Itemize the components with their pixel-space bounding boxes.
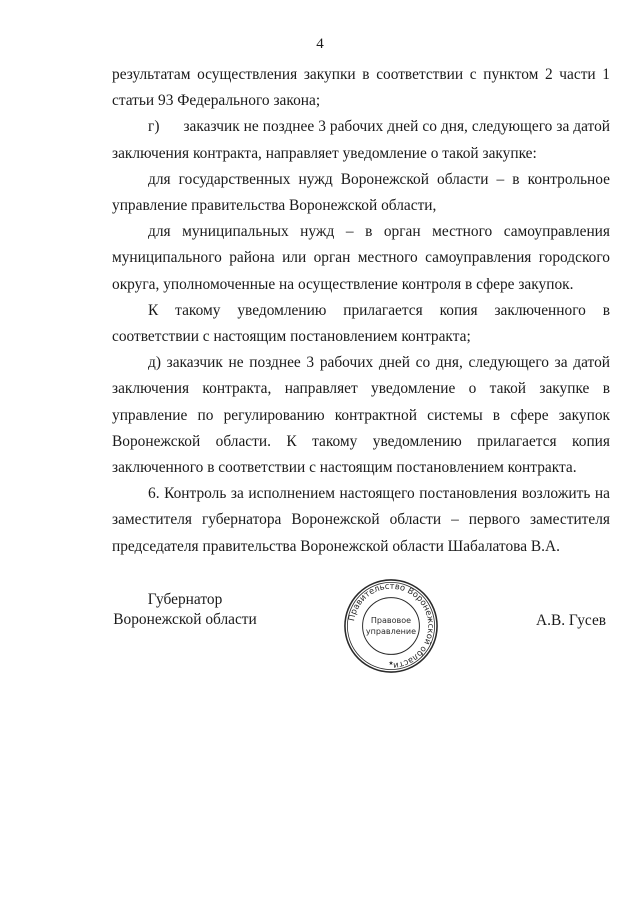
paragraph: д) заказчик не позднее 3 рабочих дней со дня, следующего за датой заключения контракта, направляет уведомление о такой закупке в управление по регулированию контрактной системы в сфере закупок Воронежской области. К такому уведомлению прилагается копия заключенного в соответствии с настоящим постановлением контракта. <box>112 354 610 477</box>
seal-star-icon: ★ <box>388 661 394 668</box>
paragraph: результатам осуществления закупки в соответствии с пунктом 2 части 1 статьи 93 Федерального закона; <box>112 66 610 110</box>
official-seal-stamp <box>342 577 440 675</box>
paragraph: г) заказчик не позднее 3 рабочих дней со дня, следующего за датой заключения контракта, направляет уведомление о такой закупке: <box>112 118 610 162</box>
seal-ring-text: Правительство Воронежской области <box>346 580 437 672</box>
signatory-title-line: Губернатор <box>147 591 223 608</box>
signatory-title <box>100 590 270 630</box>
seal-center-line: управление <box>365 626 417 636</box>
signatory-title-line: Воронежской области <box>113 611 257 628</box>
seal-center-line: Правовое <box>370 616 412 626</box>
paragraph: для муниципальных нужд – в орган местного самоуправления муниципального района или орган местного самоуправления городского округа, уполномоченные на осуществление контроля в сфере закупок. <box>112 223 610 293</box>
signatory-name: А.В. Гусев <box>536 612 607 629</box>
paragraph: К такому уведомлению прилагается копия заключенного в соответствии с настоящим постановлением контракта; <box>112 301 610 346</box>
page-number: 4 <box>316 36 324 52</box>
paragraph: 6. Контроль за исполнением настоящего постановления возложить на заместителя губернатора Воронежской области – первого заместителя председателя правительства Воронежской области Шабалатова В.А. <box>112 485 610 555</box>
paragraph: для государственных нужд Воронежской области – в контрольное управление правительства Воронежской области, <box>112 170 610 215</box>
